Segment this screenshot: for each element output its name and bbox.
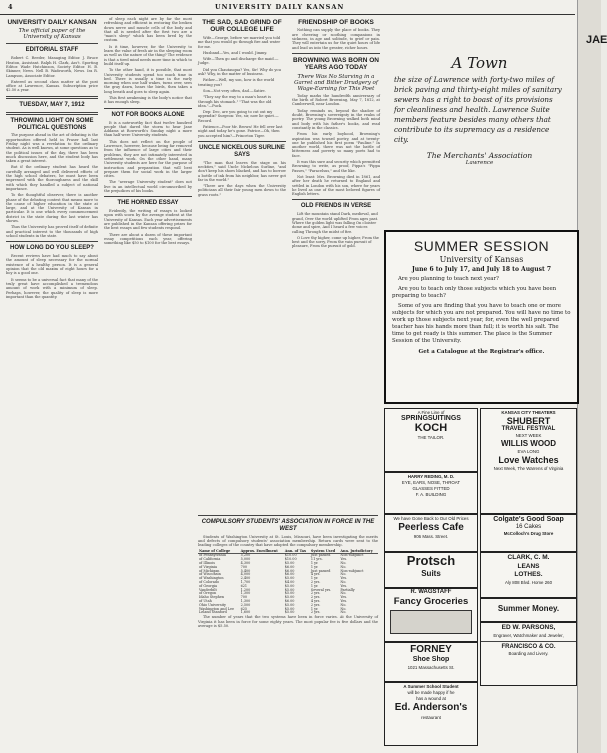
shubert-line-3: NEXT WEEK — [515, 433, 542, 438]
table-cell: Just passed — [310, 568, 331, 573]
column-1 — [6, 17, 98, 387]
town-sponsor: The Merchants' Association — [426, 151, 533, 160]
table-header: System Used — [310, 550, 339, 554]
page-number: 4 — [8, 3, 14, 11]
table-cell: 621 — [240, 583, 248, 588]
table-cell: Ohio University — [199, 602, 226, 607]
table-cell: $4.00 — [284, 580, 295, 585]
compulsory-headline: COMPULSORY STUDENTS' ASSOCIATION IN FORCE IN THE WEST — [201, 519, 375, 532]
official-line: The official paper of the University of Kansas — [18, 28, 86, 41]
table-cell: Several yrs. — [310, 587, 332, 592]
table-cell: $6.00 — [284, 599, 295, 604]
harry-line-3: GLASSES FITTED — [412, 486, 450, 491]
table-cell: of Michigan — [199, 568, 220, 573]
table-cell: 4,000 — [240, 572, 251, 577]
town-heading: A Town — [451, 54, 508, 72]
colgate-line-2: 16 Cakes — [515, 524, 542, 530]
table-cell: $6.00 — [284, 568, 295, 573]
town-advertisement — [384, 44, 575, 177]
love-watches: Love Watches — [498, 455, 559, 465]
grocer-name: R. WAGSTAFF — [410, 589, 452, 595]
summer-catalog-note: Get a Catalogue at the Registrar's office. — [418, 349, 545, 355]
editorial-2-body: Recent reviews have had much to say about the amount of sleep necessary for the normal existence of a healthy person. It is a general opinion that the old maxim of eight hours for a boy is a good one. It seems to be a universal fact that many of the truly great have accomplished a tremendous amount of work with a minimum of sleep. Perhaps, however, the quality of sleep is more important than the quantity. — [6, 254, 98, 299]
table-cell: Non-subjunct — [340, 568, 364, 573]
table-cell: 700 — [240, 595, 248, 600]
column-2 — [104, 17, 192, 387]
willis-line-2: EVA LONG — [517, 449, 540, 454]
compulsory-intro: Students of Washington University at St. Louis, Missouri, have been investigating the merits and defects of compulsory students' association membership. Return cards were sent to the leading colleges of the country that have adopted the compulsory membership. — [198, 534, 378, 548]
summer-title: SUMMER SESSION — [413, 238, 550, 254]
forney-shoe-ad — [384, 642, 478, 682]
clark-line-4: Aly 808 Blvd. Home 260 — [504, 579, 553, 585]
parsons-jeweler-ad — [480, 622, 577, 686]
table-cell: Yes. — [340, 599, 348, 604]
table-cell: of Wisconsin — [199, 572, 221, 577]
table-cell: $5.00 — [284, 610, 295, 615]
table-cell: 2 yrs. — [310, 595, 321, 600]
table-cell: No. — [340, 610, 347, 615]
forney-line-2: Shoe Shop — [412, 656, 450, 663]
peerless-name: Peerless Cafe — [398, 522, 464, 533]
table-cell: 1,300 — [240, 599, 251, 604]
summer-school: University of Kansas — [439, 255, 524, 264]
theaters-heading: KANSAS CITY THEATERS — [501, 410, 556, 415]
francisco-line-2: Boarding and Livery. — [508, 651, 549, 656]
column-4-subheadline: There Was No Starving in a Garret and Bitter Drudgery of Wage-Earning for This Poet — [294, 73, 378, 92]
table-cell: No. — [340, 602, 347, 607]
anderson-restaurant-ad — [384, 682, 478, 746]
table-cell: 5,000 — [240, 557, 251, 562]
column-4-poem: Lift the mountain stand Dark, medieval, and grand, Over the world uplifted From ages past. Where the golden light was falling On cloister dome and spire, And I heard a few voices calling Through the midst of fire. O Love thy higher, come up higher, From the best and the sorry, From the vain pursuit of pleasure, From the pursuit of gold. — [292, 212, 379, 249]
column-2-headline-2: THE HORNED ESSAY — [117, 200, 179, 207]
colleges-table — [198, 550, 378, 616]
column-3-poem-1: Wife—George, before we married you told me that you would go through fire and water for me. Husband—Yes, and I would. Jimmy. Wife—Then go and discharge the maid.—Judge. Did you Chautauqua? Yes, Sir! Why do you ask? Why, in the matter of business. Father—Well, my son, how is the world treating you? Son—Not very often, dad.—Satire. "They say the way to a man's heart is through his stomach." "That was the old idea."—Puck. Dep: Dec, are you going to cut out my appendix? Surgeon: Yes, sir, now lie quiet.—Record. Patience—Poor Mr. Brown! He fell over last night and today he's gone. Patrice—Oh, then you accepted him?—Princeton Tiger. — [198, 35, 283, 138]
table-cell: Yes. — [340, 557, 348, 562]
table-cell: 1,300 — [240, 591, 251, 596]
table-cell: No. — [340, 591, 347, 596]
table-cell: 2 yrs. — [310, 580, 321, 585]
summer-money-text: Summer Money. — [497, 604, 560, 613]
column-3-text-b: "The man that leaves the stage on his neckties," said Uncle Nickelous Surline, "and don't keep his shoes blacked, and has to borrow a bottle of ink from his neighbor, has never got far in the world." "There are the days when the University politicians all their fair young men down to the grass roots." — [198, 160, 286, 197]
peerless-address: 906 Mass. Street. — [413, 534, 449, 539]
table-cell: 5,200 — [240, 553, 251, 558]
peerless-line-1: We have Gone Back to Our Old Prices — [393, 516, 469, 521]
adjacent-page-edge — [577, 0, 607, 753]
table-cell: $5.00 — [284, 587, 295, 592]
compulsory-outro: The number of years that the two systems have been in force varies. At the University of Virginia it has been in force for some eighty years. The most popular fee is five dollars and the average is $5.50. — [198, 615, 378, 628]
anderson-line-2: will be made happy if he — [407, 690, 455, 695]
table-cell: $10.00 — [284, 553, 297, 558]
harry-reding-ad — [384, 472, 478, 514]
table-cell: $5.00 — [284, 576, 295, 581]
grocery-stamp — [390, 610, 472, 634]
town-body: the size of Lawrence with forty-two miles of brick paving and thirty-eight miles of sanitary sewers has a right to boast of its provisions for cleanliness and health. Lawrence Suite members feature besides many others that contribute to its supremacy as a residence city. — [394, 75, 562, 144]
colgate-line-1: Colgate's Good Soap — [493, 516, 564, 523]
clark-line-2: LEANS — [517, 562, 540, 570]
summer-question-2: Are you to teach only those subjects which you have been preparing to teach? — [392, 286, 557, 299]
column-4-headline-1: FRIENDSHIP OF BOOKS — [298, 19, 374, 26]
colgate-soap-ad — [480, 514, 577, 552]
table-cell: 2 yrs. — [310, 591, 321, 596]
harry-name: HARRY REDING, M. D. — [407, 474, 455, 479]
table-cell: 1,200 — [240, 587, 251, 592]
column-2-headline-1: NOT FOR BOOKS ALONE — [111, 111, 185, 118]
forney-name: FORNEY — [410, 644, 452, 655]
table-cell: $5.00 — [284, 561, 295, 566]
column-2-text-a: of sleep each night are by far the most refreshing and efficient in restoring the broken down nerve and muscle cells of the body and that all is needed after the first two are a "man's sleep" which has been bred by the custom. Is it time, however, for the University to learn the value of fresh air in the sleeping room as well as the nature of the thing? The evidence is that a tired mind needs more time in which to build itself up. To the other hand, it is possible, that most University students spend too much time in bed. There is usually a time in the early morning when one half wakes, turns over, sees the gray dawn, hears the birds, then takes a long breath and goes to sleep again. This first awakening is the body's notice that it has enough sleep. — [104, 17, 193, 105]
editorial-2-headline: HOW LONG DO YOU SLEEP? — [10, 245, 94, 252]
table-cell: 2,400 — [240, 576, 251, 581]
love-line-2: Next Week, The Warrens of Virginia — [493, 466, 564, 471]
column-3-headline-1: THE SAD, SAD GRIND OF OUR COLLEGE LIFE — [202, 19, 282, 34]
table-cell: Non-subjunct — [340, 553, 364, 558]
table-cell: Leland Stanford — [199, 610, 227, 615]
column-4-headline-3: OLD FRIENDS IN VERSE — [300, 203, 372, 210]
clark-line-1: CLARK, C. M. — [507, 554, 550, 561]
table-cell: of Oregon — [199, 591, 217, 596]
table-cell: 1 yr. — [310, 583, 319, 588]
column-3-headline-2: UNCLE NICKELOUS SURLINE SAYS — [199, 144, 285, 158]
paper-title: UNIVERSITY DAILY KANSAN — [215, 3, 345, 11]
table-cell: Partially — [340, 587, 355, 592]
parsons-name: ED W. PARSONS, — [501, 624, 556, 631]
table-header: Ann. Jurisdictory — [339, 550, 378, 554]
table-cell: $6.00 — [284, 564, 295, 569]
table-cell: 2,500 — [240, 602, 251, 607]
column-2-text-c: Evidently, the writing of essays is looked upon with scorn by the average student at the University of Kansas. Each year advertisements are published in the Kansan offering prizes for the best essays and few students respond. There are about a dozen of these important essay competitions each year, offering something like $50 to $100 for the best essays. — [104, 209, 192, 246]
table-cell: 5,400 — [240, 568, 251, 573]
parsons-line-2: Engraver, Watchmaker and Jeweler, — [493, 633, 564, 638]
table-cell: $5.00 — [284, 602, 295, 607]
koch-tailor-ad — [384, 408, 478, 472]
table-cell: No. — [340, 606, 347, 611]
anderson-line-5: restaurant — [421, 715, 441, 720]
summer-money-ad — [480, 598, 577, 622]
kansas-city-theaters-ad — [480, 408, 577, 514]
forney-address: 1021 Massachusetts St. — [407, 665, 455, 670]
edge-text: JAE — [586, 34, 607, 46]
anderson-name: Ed. Anderson's — [394, 702, 468, 713]
table-cell: Yes. — [340, 595, 348, 600]
table-cell: $6.00 — [284, 572, 295, 577]
colgate-line-3: McColloch's Drug Store — [503, 531, 554, 536]
table-cell: 2 yrs. — [310, 610, 321, 615]
table-cell: of Virginia — [199, 564, 218, 569]
anderson-line-3: has a wound at — [416, 696, 446, 701]
protsch-name: Protsch — [406, 553, 456, 568]
table-cell: No. — [340, 580, 347, 585]
table-cell: Idaho Stephen — [199, 595, 225, 600]
table-cell: Vanderbilt — [199, 587, 217, 592]
table-cell: 700 — [240, 564, 248, 569]
protsch-suits-ad — [384, 552, 478, 588]
peerless-cafe-ad — [384, 514, 478, 552]
harry-line-4: F. A. BUILDING — [415, 492, 447, 497]
table-cell: $5.00 — [284, 595, 295, 600]
staff-list: Robert C. Reeder, Managing Editor. J. Bruce Heaton, Assistant. Ralph H. Clark, Ass't. Sporting Editor. Wade Hutchinson, Society Editor. H. B. Skinner, News. Nell B. Wadsworth, News. Ira R. Lampson, Associate Editor. Entered as second class matter at the post office at Lawrence, Kansas. Subscription price $2.50 a year. — [6, 56, 98, 93]
column-4-text-a: Nothing can supply the place of books. They are cheering or soothing companions in sickness, in age and solitude, to grief or pain. They will entertain us for the quiet hours of life and lead us into the greater, richer hours. — [292, 28, 380, 50]
table-cell: No. — [340, 572, 347, 577]
table-cell: No. — [340, 564, 347, 569]
clark-clothes-ad — [480, 552, 577, 598]
willis-wood: WILLIS WOOD — [500, 439, 557, 448]
table-cell: $5.00 — [284, 591, 295, 596]
column-4-text-b: Today marks the hundredth anniversary of the birth of Robert Browning, May 7, 1812, at Camberwell, near London. Today reminds us, beyond the shadow of doubt, Browning's sovereignty in the realm of poetry. The young Browning walked both mind and body with his father's books, and read constantly in the classics. From his early boyhood, Browning's aspiration was toward poetry, and at twenty-one he published his first poem "Pauline." In another world, there was not the battle of bitterness and poverty so many poets had to face. It was this sure and security which permitted Browning to write, as proof, Pippa's "Pippa Passes," "Paracelsus," and the like. Not least: Mrs. Browning died in 1861, and after her death he returned to England and settled in London with his son, where for years he lived as one of the most beloved figures of English letters. — [292, 93, 380, 197]
summer-dates: June 6 to July 17, and July 18 to August 7 — [411, 266, 552, 273]
table-cell: $10.00 — [284, 557, 297, 562]
shubert-line-2: TRAVEL FESTIVAL — [501, 426, 556, 432]
table-header: Name of College — [198, 550, 240, 554]
harry-line-2: EYE, EARS, NOSE, THROAT — [401, 480, 461, 485]
column-4-headline-2: BROWNING WAS BORN ON YEARS AGO TODAY — [293, 56, 379, 72]
table-cell: of Utah — [199, 599, 212, 604]
summer-paragraph: Some of you are finding that you have to teach one or more subjects for which you are not prepared. You will have no time to work up those subjects next year, for, even the well prepared teacher has his hands more than full; it is worth his salt. The time to get ready is this summer. The place is the Summer Session of the University. — [392, 303, 571, 344]
table-cell: 1 yr. — [310, 561, 319, 566]
koch-line-4: THE TAILOR. — [417, 435, 445, 440]
compulsory-association-section — [198, 512, 378, 744]
summer-question-1: Are you planning to teach next year? — [398, 276, 499, 282]
editorial-1-headline: THROWING LIGHT ON SOME POLITICAL QUESTIONS — [10, 117, 94, 131]
column-4 — [292, 17, 380, 522]
table-cell: of California — [199, 557, 221, 562]
table-cell: of Pennsylvania — [199, 553, 226, 558]
staff-heading: EDITORIAL STAFF — [25, 47, 79, 54]
issue-date: TUESDAY, MAY 7, 1912 — [19, 101, 85, 108]
summer-session-advertisement — [384, 230, 579, 404]
table-cell: Washington and Lee — [199, 606, 234, 611]
table-cell: of Illinois — [199, 561, 216, 566]
table-cell: 4,300 — [240, 561, 251, 566]
clark-line-3: LOTHES. — [514, 571, 543, 578]
table-cell: 1,700 — [240, 580, 251, 585]
table-cell: of Colorado — [199, 580, 219, 585]
koch-line-1: A Fine Line of — [417, 410, 445, 415]
table-cell: of Georgia — [199, 583, 218, 588]
table-cell: Yes. — [340, 576, 348, 581]
table-cell: 1 yr. — [310, 576, 319, 581]
table-cell: 1 yr. — [310, 564, 319, 569]
table-header: Approx. Enrollment — [240, 550, 284, 554]
editorial-1-body: The purpose ahead in the art of debating is the opportunities offered held in Fraser hall last Friday night was a revelation to the ordinary student. As is well known, at some questions as to the political issues of the day, there has been much discussion here, and the student body has taken a great interest. But if the ordinary student has heard the carefully arranged and well delivered efforts of the high school debaters, he must have been impressed with the thoroughness and the skill with which they handled a subject of national importance. To the thoughtful observer, there is another phase of the debating contest that means more to the cause of higher education in the state at large, and at the University of Kansas in particular. It is one which every commencement district in the state during the last winter has shown. Thus the University has proved itself of definite and practical interest to the thousands of high school students in the state. — [6, 133, 98, 238]
table-cell: 4 yrs. — [310, 572, 321, 577]
masthead — [0, 0, 575, 15]
francisco-name: FRANCISCO & CO. — [501, 644, 556, 650]
table-cell: 1 yr. — [310, 606, 319, 611]
column-2-text-b: It is a noteworthy fact that twelve hundred people that dared the storm to hear Jane Addams at Rowworth's Sunday night a more than half were University students. This does not reflect on the people of Lawrence, however, because being far removed from the influence of large cities and their problems, they are not intimately interested in settlement work. On the other hand, many University students are here for the purpose of instruction and preparation that will best prepare them for social work in the larger cities. The "average University student" does not live in an intellectual world circumscribed by the prejudices of his books. — [104, 120, 192, 193]
table-cell: of Washington — [199, 576, 224, 581]
grocery-ad — [384, 588, 478, 642]
protsch-line-2: Suits — [421, 569, 441, 578]
town-location: Lawrence — [465, 160, 494, 166]
table-cell: No. — [340, 561, 347, 566]
koch-line-2: SPRINGSUITINGS — [401, 415, 461, 422]
table-cell: $5.00 — [284, 583, 295, 588]
table-cell: Just passed — [310, 553, 331, 558]
table-cell: Yes. — [340, 583, 348, 588]
table-cell: 4 yrs. — [310, 599, 321, 604]
shubert-name: SHUBERT — [506, 416, 551, 426]
table-cell: 11 yrs. — [310, 557, 323, 562]
koch-name: KOCH — [414, 422, 448, 434]
table-cell: 1,600 — [240, 610, 251, 615]
table-cell: $5.00 — [284, 606, 295, 611]
table-header: Ann. of Tax — [284, 550, 310, 554]
staff-box-title: UNIVERSITY DAILY KANSAN — [7, 19, 97, 26]
table-cell: 2 yrs. — [310, 602, 321, 607]
table-cell: 625 — [240, 606, 248, 611]
grocery-line-2: Fancy Groceries — [393, 596, 469, 607]
anderson-line-1: A Summer School Student — [403, 684, 459, 689]
